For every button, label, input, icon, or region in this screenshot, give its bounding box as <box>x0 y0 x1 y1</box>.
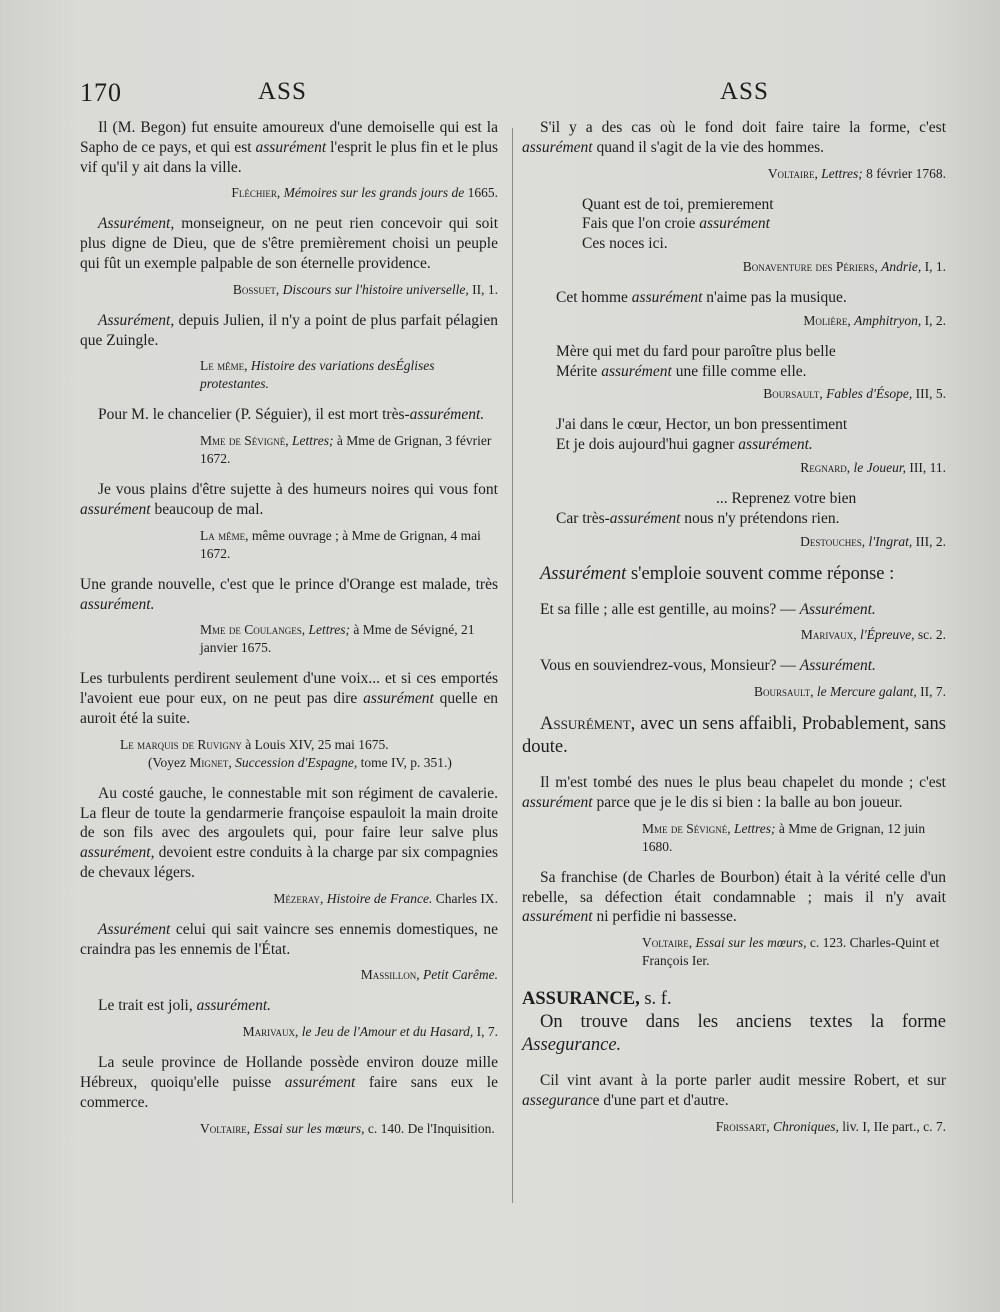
quote: Il m'est tombé des nues le plus beau chapelet du monde ; c'est assurément parce que je le dis si bien : la balle au bon joueur. <box>522 774 946 811</box>
citation: Voltaire, Essai sur les mœurs, c. 123. Charles-Quint et François Ier. <box>642 935 940 969</box>
quote: Sa franchise (de Charles de Bourbon) était à la vérité celle d'un rebelle, sa défection était condamnable ; mais il n'y avait assurément ni perfidie ni bassesse. <box>522 868 946 926</box>
verse-quote: Cet homme assurément n'aime pas la musique. <box>556 288 847 306</box>
quote: S'il y a des cas où le fond doit faire taire la forme, c'est assurément quand il s'agit de la vie des hommes. <box>522 119 946 156</box>
left-column <box>80 118 498 1150</box>
citation: Le marquis de Ruvigny à Louis XIV, 25 mai 1675. (Voyez Mignet, Succession d'Espagne, tome IV, p. 351.) <box>120 736 452 770</box>
citation: Le même, Histoire des variations desÉglises protestantes. <box>200 358 435 392</box>
citation: Mme de Coulanges, Lettres; à Mme de Sévigné, 21 janvier 1675. <box>200 622 475 656</box>
citation: Regnard, le Joueur, III, 11. <box>800 459 946 475</box>
quote: Pour M. le chancelier (P. Séguier), il est mort très-assurément. <box>98 406 485 424</box>
quote: Cil vint avant à la porte parler audit messire Robert, et sur assegurance d'une part et d'autre. <box>522 1072 946 1109</box>
citation: Boursault, Fables d'Ésope, III, 5. <box>763 386 946 402</box>
citation: Molière, Amphitryon, I, 2. <box>803 312 946 328</box>
right-column <box>522 118 946 1148</box>
verse-quote: Mère qui met du fard pour paroître plus belle Mérite assurément une fille comme elle. <box>556 342 836 380</box>
quote: Une grande nouvelle, c'est que le prince d'Orange est malade, très assurément. <box>80 575 498 613</box>
quote: Le trait est joli, assurément. <box>98 997 272 1015</box>
usage-note: Assurément s'emploie souvent comme réponse : <box>540 563 895 584</box>
quote: Assurément, monseigneur, on ne peut rien concevoir qui soit plus digne de Dieu, que de s'être premièrement choisi un peuple qui fût un exemple palpable de son éternelle providence. <box>80 215 498 272</box>
quote: Assurément, depuis Julien, il n'y a point de plus parfait pélagien que Zuingle. <box>80 311 498 349</box>
quote: Au costé gauche, le connestable mit son régiment de cavalerie. La fleur de toute la gendarmerie françoise espauloit la main droite de son fils avec des argoulets qui, pour faire leur salve plus assurément, devoient estre conduits à la charge par six compagnies de chevaux légers. <box>80 784 498 881</box>
running-head-left: ASS <box>258 78 307 105</box>
citation: Marivaux, le Jeu de l'Amour et du Hasard, I, 7. <box>242 1024 498 1040</box>
quote: Je vous plains d'être sujette à des humeurs noires qui vous font assurément beaucoup de mal. <box>80 481 498 518</box>
citation: Voltaire, Essai sur les mœurs, c. 140. De l'Inquisition. <box>200 1120 495 1136</box>
quote: Assurément celui qui sait vaincre ses ennemis domestiques, ne craindra pas les ennemis de l'État. <box>80 920 498 958</box>
page-number: 170 <box>80 78 122 107</box>
running-head-right: ASS <box>720 78 769 105</box>
column-rule <box>512 128 513 1203</box>
citation: Mme de Sévigné, Lettres; à Mme de Grignan, 12 juin 1680. <box>642 820 926 854</box>
citation: Mme de Sévigné, Lettres; à Mme de Grignan, 3 février 1672. <box>200 433 492 467</box>
citation: Fléchier, Mémoires sur les grands jours de 1665. <box>231 185 498 201</box>
verse-quote: Quant est de toi, premierement Fais que l'on croie assurément Ces noces ici. <box>582 195 774 253</box>
quote: Vous en souviendrez-vous, Monsieur? — Assurément. <box>540 657 876 675</box>
citation: Froissart, Chroniques, liv. I, IIe part., c. 7. <box>715 1118 946 1134</box>
citation: Massillon, Petit Carême. <box>360 967 498 983</box>
quote: Les turbulents perdirent seulement d'une voix... et si ces emportés l'avoient eue pour eux, on ne peut pas dire assurément quelle en auroit été la suite. <box>80 670 498 727</box>
citation: Boursault, le Mercure galant, II, 7. <box>753 684 946 700</box>
quote: Et sa fille ; alle est gentille, au moins? — Assurément. <box>540 600 876 618</box>
sense-definition: Assurément, avec un sens affaibli, Probablement, sans doute. <box>522 714 946 758</box>
citation: Mézeray, Histoire de France. Charles IX. <box>273 890 498 906</box>
citation: Bossuet, Discours sur l'histoire universelle, II, 1. <box>232 281 498 297</box>
citation: Bonaventure des Périers, Andrie, I, 1. <box>742 258 946 274</box>
entry-headword: ASSURANCE, s. f. On trouve dans les anciens textes la forme Assegurance. <box>522 989 946 1056</box>
citation: La même, même ouvrage ; à Mme de Grignan, 4 mai 1672. <box>200 527 481 561</box>
quote: Il (M. Begon) fut ensuite amoureux d'une demoiselle qui est la Sapho de ce pays, et qui est assurément l'esprit le plus fin et le plus vif qu'il y ait dans la ville. <box>80 119 498 176</box>
citation: Destouches, l'Ingrat, III, 2. <box>800 533 946 549</box>
verse-quote: J'ai dans le cœur, Hector, un bon pressentiment Et je dois aujourd'hui gagner assurément. <box>556 416 848 454</box>
quote: La seule province de Hollande possède environ douze mille Hébreux, quoiqu'elle puisse assurément faire sans eux le commerce. <box>80 1054 498 1111</box>
citation: Voltaire, Lettres; 8 février 1768. <box>767 165 946 181</box>
citation: Marivaux, l'Épreuve, sc. 2. <box>800 627 946 643</box>
verse-quote: ... Reprenez votre bien Car très-assurément nous n'y prétendons rien. <box>556 489 857 527</box>
